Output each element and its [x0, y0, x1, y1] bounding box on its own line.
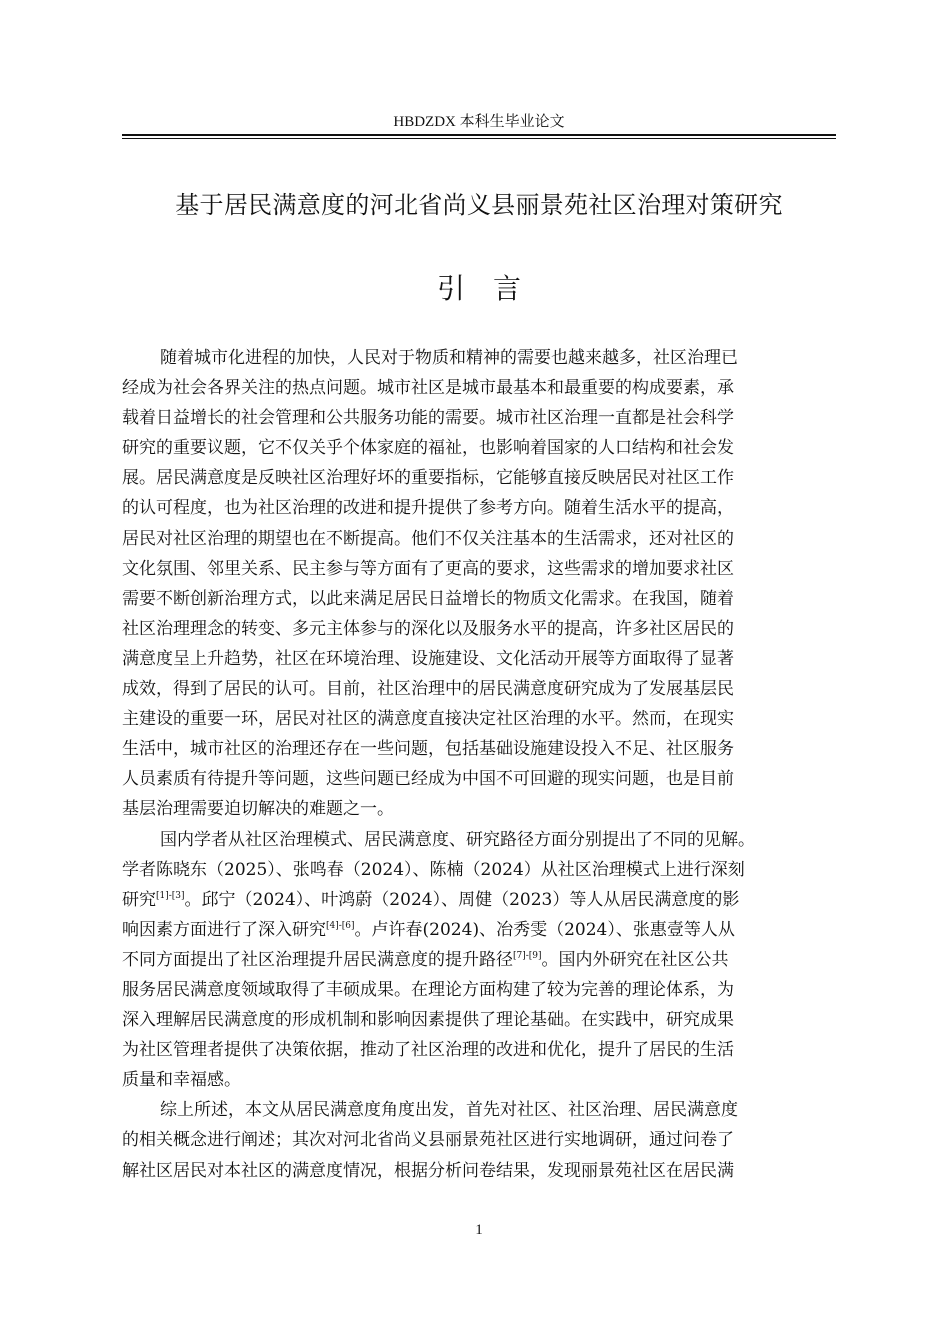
- text-line: 成效，得到了居民的认可。目前，社区治理中的居民满意度研究成为了发展基层民: [122, 679, 734, 700]
- text-line: 展。居民满意度是反映社区治理好坏的重要指标，它能够直接反映居民对社区工作: [122, 468, 734, 489]
- text-line: 社区治理理念的转变、多元主体参与的深化以及服务水平的提高，许多社区居民的: [122, 618, 734, 639]
- text-line: 的相关概念进行阐述；其次对河北省尚义县丽景苑社区进行实地调研，通过问卷了: [122, 1130, 734, 1151]
- running-header: HBDZDX 本科生毕业论文: [393, 114, 565, 130]
- text-line: 经成为社会各界关注的热点问题。城市社区是城市最基本和最重要的构成要素，承: [122, 378, 734, 399]
- text-line: 生活中，城市社区的治理还存在一些问题，包括基础设施建设投入不足、社区服务: [122, 739, 734, 760]
- text-line: 质量和幸福感。: [122, 1070, 241, 1091]
- text-segment: 响因素方面进行了深入研究: [122, 919, 326, 940]
- citation: [4]-[6]: [326, 920, 355, 931]
- document-title: 基于居民满意度的河北省尚义县丽景苑社区治理对策研究: [175, 191, 783, 219]
- header-rule-thin: [122, 138, 836, 139]
- header-rule: [122, 134, 836, 136]
- text-line: [122, 915, 836, 945]
- text-line: [122, 885, 836, 915]
- text-line: 需要不断创新治理方式，以此来满足居民日益增长的物质文化需求。在我国，随着: [122, 588, 734, 609]
- text-line: 随着城市化进程的加快，人民对于物质和精神的需要也越来越多，社区治理已: [160, 348, 738, 368]
- citation: [7]-[9]: [513, 950, 542, 961]
- page-number: 1: [475, 1222, 483, 1238]
- body-text: [122, 343, 836, 1186]
- text-line: 深入理解居民满意度的形成机制和影响因素提供了理论基础。在实践中，研究成果: [122, 1010, 734, 1031]
- text-line: 人员素质有待提升等问题，这些问题已经成为中国不可回避的现实问题，也是目前: [122, 769, 734, 790]
- text-line: 的认可程度，也为社区治理的改进和提升提供了参考方向。随着生活水平的提高，: [122, 498, 734, 519]
- text-line: 居民对社区治理的期望也在不断提高。他们不仅关注基本的生活需求，还对社区的: [122, 528, 734, 549]
- text-segment: 。邱宁（2024）、叶鸿蔚（2024）、周健（2023）等人从居民满意度的影: [184, 889, 740, 910]
- text-line: 国内学者从社区治理模式、居民满意度、研究路径方面分别提出了不同的见解。: [160, 829, 755, 850]
- text-line: 基层治理需要迫切解决的难题之一。: [122, 799, 394, 820]
- text-segment: 。国内外研究在社区公共: [541, 949, 729, 970]
- text-segment: 研究: [122, 889, 156, 910]
- citation: [1]-[3]: [156, 890, 185, 901]
- text-line: 解社区居民对本社区的满意度情况，根据分析问卷结果，发现丽景苑社区在居民满: [122, 1160, 734, 1181]
- text-segment: 。卢许春(2024)、冶秀雯（2024）、张惠壹等人从: [354, 919, 735, 940]
- text-line: 综上所述，本文从居民满意度角度出发，首先对社区、社区治理、居民满意度: [160, 1100, 738, 1121]
- text-line: 服务居民满意度领域取得了丰硕成果。在理论方面构建了较为完善的理论体系，为: [122, 979, 734, 1000]
- text-line: 学者陈晓东（2025）、张鸣春（2024）、陈楠（2024）从社区治理模式上进行深刻: [122, 859, 745, 880]
- text-line: 载着日益增长的社会管理和公共服务功能的需要。城市社区治理一直都是社会科学: [122, 408, 734, 429]
- text-line: 文化氛围、邻里关系、民主参与等方面有了更高的要求，这些需求的增加要求社区: [122, 558, 734, 579]
- text-segment: 不同方面提出了社区治理提升居民满意度的提升路径: [122, 949, 513, 970]
- text-line: [122, 945, 836, 975]
- section-heading: 引 言: [436, 272, 521, 305]
- text-line: 主建设的重要一环，居民对社区的满意度直接决定社区治理的水平。然而，在现实: [122, 709, 734, 730]
- text-line: 为社区管理者提供了决策依据，推动了社区治理的改进和优化，提升了居民的生活: [122, 1040, 734, 1061]
- text-line: 满意度呈上升趋势，社区在环境治理、设施建设、文化活动开展等方面取得了显著: [122, 648, 734, 669]
- text-line: 研究的重要议题，它不仅关乎个体家庭的福祉，也影响着国家的人口结构和社会发: [122, 438, 734, 459]
